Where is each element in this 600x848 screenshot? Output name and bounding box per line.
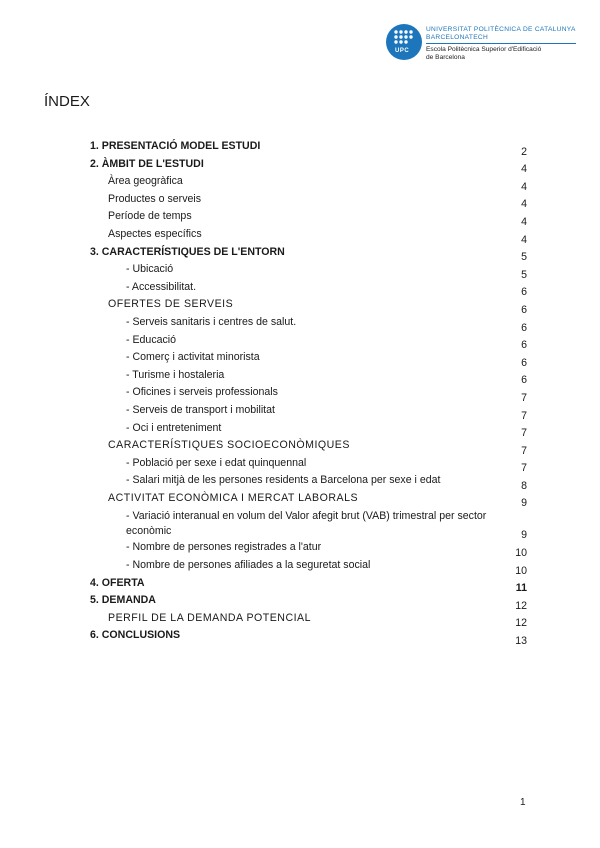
- toc-entry-label: - Accessibilitat.: [126, 280, 197, 293]
- toc-entry-page: 4: [521, 233, 527, 246]
- toc-entry[interactable]: [90, 158, 527, 176]
- toc-entry[interactable]: [90, 439, 527, 457]
- toc-entry-page: 6: [521, 286, 527, 299]
- toc-entry-label: - Oci i entreteniment: [126, 421, 222, 434]
- toc-entry-page: 7: [521, 427, 527, 440]
- toc-entry-page: 12: [515, 617, 527, 630]
- toc-entry-page: 6: [521, 374, 527, 387]
- toc-entry-label: Productes o serveis: [108, 192, 202, 205]
- toc-entry-label: - Variació interanual en volum del Valor afegit brut (VAB) trimestral per sector econòmic: [126, 510, 487, 538]
- toc-entry[interactable]: [90, 334, 527, 352]
- toc-entry-label: Període de temps: [108, 210, 192, 223]
- toc-entry[interactable]: [90, 369, 527, 387]
- toc-entry[interactable]: [90, 175, 527, 193]
- toc-entry-label: - Turisme i hostaleria: [126, 368, 225, 381]
- page-number: 1: [520, 797, 526, 808]
- toc-entry-page: 6: [521, 356, 527, 369]
- toc-entry[interactable]: [90, 281, 527, 299]
- toc-entry-page: 6: [521, 339, 527, 352]
- toc-entry-page: 7: [521, 391, 527, 404]
- logo-acronym: UPC: [395, 48, 410, 54]
- toc-entry-page: 5: [521, 251, 527, 264]
- toc-entry-page: 10: [515, 564, 527, 577]
- toc-entry-page: 8: [521, 479, 527, 492]
- toc-entry[interactable]: [90, 541, 527, 559]
- toc-entry-label: - Nombre de persones registrades a l'atur: [126, 541, 322, 554]
- toc-entry[interactable]: [90, 629, 527, 647]
- toc-entry-label: OFERTES DE SERVEIS: [108, 298, 234, 311]
- toc-entry-label: PERFIL DE LA DEMANDA POTENCIAL: [108, 611, 311, 624]
- toc-entry-label: - Nombre de persones afiliades a la seguretat social: [126, 559, 371, 572]
- toc-entry-page: 5: [521, 268, 527, 281]
- toc-entry-label: - Salari mitjà de les persones residents a Barcelona per sexe i edat: [126, 474, 441, 487]
- toc-entry-label: ACTIVITAT ECONÒMICA I MERCAT LABORALS: [108, 491, 359, 504]
- toc-entry-page: 7: [521, 409, 527, 422]
- toc-entry[interactable]: [90, 193, 527, 211]
- toc-entry[interactable]: [90, 263, 527, 281]
- toc-entry[interactable]: [90, 386, 527, 404]
- toc-entry[interactable]: [90, 457, 527, 475]
- toc-entry-page: 4: [521, 198, 527, 211]
- toc-entry[interactable]: [90, 509, 527, 541]
- toc-entry-label: - Serveis sanitaris i centres de salut.: [126, 315, 297, 328]
- toc-entry-page: 2: [521, 145, 527, 158]
- toc-entry[interactable]: [90, 351, 527, 369]
- toc-entry[interactable]: [90, 210, 527, 228]
- toc-entry-label: Aspectes específics: [108, 227, 202, 240]
- toc-entry-page: 12: [515, 599, 527, 612]
- toc-entry-page: 9: [521, 529, 527, 542]
- toc-entry[interactable]: [90, 140, 527, 158]
- toc-entry-label: 1. PRESENTACIÓ MODEL ESTUDI: [90, 140, 261, 152]
- toc-entry-label: - Educació: [126, 333, 177, 346]
- logo-school-city: de Barcelona: [426, 54, 465, 61]
- toc-entry[interactable]: [90, 612, 527, 630]
- toc-entry-label: Àrea geogràfica: [108, 175, 183, 188]
- toc-entry[interactable]: [90, 246, 527, 264]
- toc-entry[interactable]: [90, 316, 527, 334]
- logo-subbrand: BARCELONATECH: [426, 34, 489, 41]
- logo-university-name: UNIVERSITAT POLITÈCNICA DE CATALUNYA: [426, 26, 576, 33]
- toc-entry[interactable]: [90, 298, 527, 316]
- toc-entry-page: 7: [521, 462, 527, 475]
- toc-entry-page: 13: [515, 635, 527, 648]
- logo-dots-icon: [392, 29, 416, 49]
- toc-entry-label: - Població per sexe i edat quinquennal: [126, 456, 307, 469]
- toc-entry[interactable]: [90, 404, 527, 422]
- toc-entry-page: 4: [521, 180, 527, 193]
- toc-entry-page: 10: [515, 547, 527, 560]
- toc-entry-label: 3. CARACTERÍSTIQUES DE L'ENTORN: [90, 245, 285, 258]
- toc-entry-label: - Ubicació: [126, 263, 174, 276]
- toc-entry-page: 4: [521, 215, 527, 228]
- toc-entry[interactable]: [90, 422, 527, 440]
- logo-divider: [426, 43, 576, 44]
- toc-entry[interactable]: [90, 594, 527, 612]
- logo-school-name: Escola Politècnica Superior d'Edificació: [426, 46, 542, 53]
- toc-entry[interactable]: [90, 492, 527, 510]
- toc-entry[interactable]: [90, 474, 527, 492]
- toc-entry-label: - Serveis de transport i mobilitat: [126, 403, 275, 416]
- logo-emblem: [386, 24, 422, 60]
- toc-entry-page: 4: [521, 163, 527, 176]
- toc-entry-label: - Oficines i serveis professionals: [126, 386, 278, 399]
- table-of-contents: [90, 140, 527, 647]
- page-title: ÍNDEX: [44, 93, 90, 110]
- toc-entry-label: 2. ÀMBIT DE L'ESTUDI: [90, 157, 204, 170]
- toc-entry-label: 5. DEMANDA: [90, 594, 156, 607]
- toc-entry-page: 6: [521, 321, 527, 334]
- toc-entry[interactable]: [90, 228, 527, 246]
- toc-entry-label: 4. OFERTA: [90, 576, 145, 589]
- toc-entry[interactable]: [90, 559, 527, 577]
- toc-entry-page: 7: [521, 444, 527, 457]
- toc-entry-page: 6: [521, 303, 527, 316]
- toc-entry[interactable]: [90, 577, 527, 595]
- toc-entry-label: 6. CONCLUSIONS: [90, 629, 181, 642]
- toc-entry-label: CARACTERÍSTIQUES SOCIOECONÒMIQUES: [108, 439, 350, 452]
- toc-entry-page: 9: [521, 497, 527, 510]
- toc-entry-label: - Comerç i activitat minorista: [126, 351, 260, 364]
- university-logo: [386, 24, 586, 66]
- toc-entry-page: 11: [515, 582, 527, 595]
